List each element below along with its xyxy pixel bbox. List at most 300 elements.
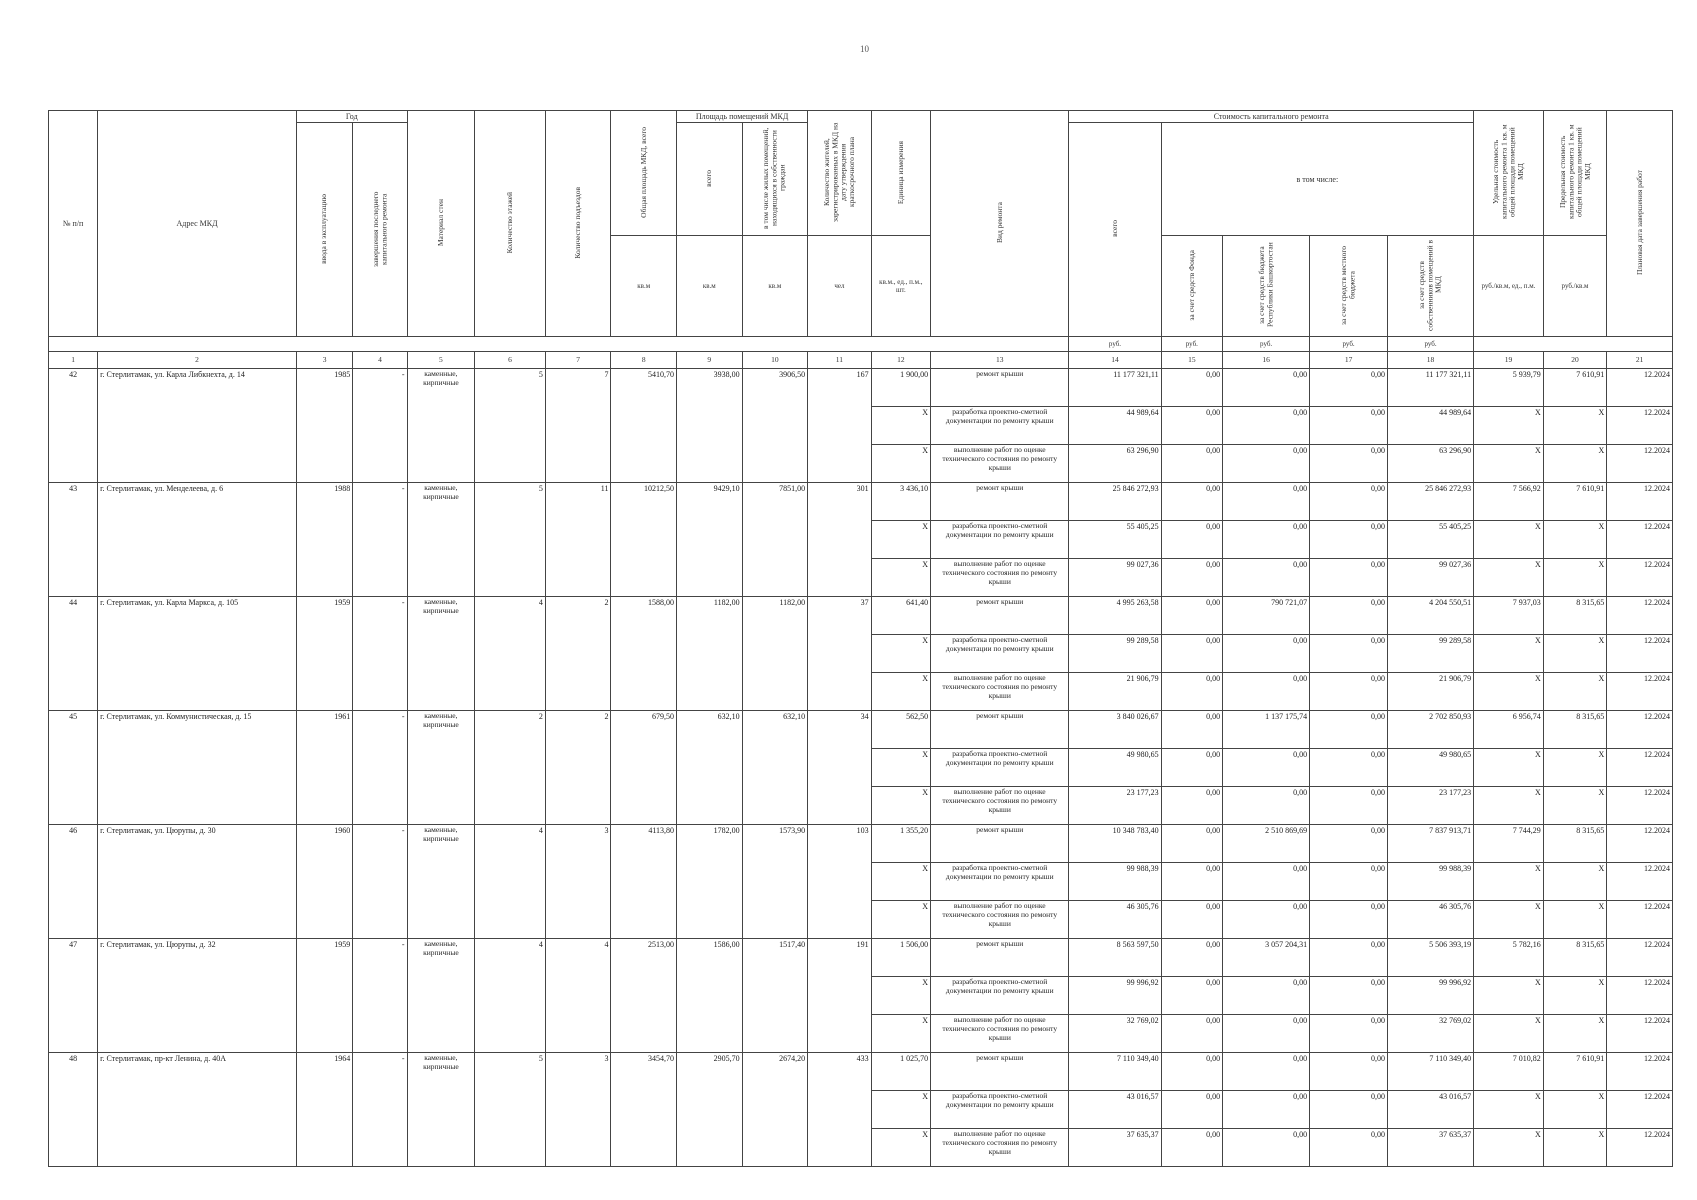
record-wall-material: каменные, кирпичные [407, 939, 475, 1053]
record-total-area: 1588,00 [611, 597, 677, 711]
work-cost-total: 63 296,90 [1069, 445, 1161, 483]
column-number: 19 [1474, 352, 1544, 369]
col-header-planned-date: Плановая дата завершения работ [1607, 111, 1673, 337]
work-measure: X [871, 407, 930, 445]
record-address: г. Стерлитамак, ул. Коммунистическая, д. 15 [98, 711, 297, 825]
work-type: выполнение работ по оценке технического состояния по ремонту крыши [931, 445, 1069, 483]
work-measure: 641,40 [871, 597, 930, 635]
work-limit-cost: 8 315,65 [1543, 825, 1607, 863]
record-address: г. Стерлитамак, пр-кт Ленина, д. 40А [98, 1053, 297, 1167]
work-cost-local: 0,00 [1310, 597, 1388, 635]
col-header-units-measure: Единица измерения [871, 111, 930, 236]
work-cost-republic: 0,00 [1223, 1091, 1310, 1129]
work-cost-fund: 0,00 [1161, 1129, 1222, 1167]
work-limit-cost: X [1543, 445, 1607, 483]
work-cost-local: 0,00 [1310, 749, 1388, 787]
work-unit-cost: 6 956,74 [1474, 711, 1544, 749]
col-header-address: Адрес МКД [98, 111, 297, 337]
work-type: выполнение работ по оценке технического состояния по ремонту крыши [931, 787, 1069, 825]
header-row-1 [49, 111, 1673, 123]
record-year-last-repair: - [353, 939, 407, 1053]
work-unit-cost: X [1474, 787, 1544, 825]
work-cost-owners: 99 289,58 [1388, 635, 1474, 673]
work-limit-cost: X [1543, 901, 1607, 939]
work-cost-local: 0,00 [1310, 863, 1388, 901]
col-header-no: № п/п [49, 111, 98, 337]
work-cost-republic: 0,00 [1223, 749, 1310, 787]
record-premises-total: 9429,10 [677, 483, 743, 597]
work-cost-total: 25 846 272,93 [1069, 483, 1161, 521]
work-cost-owners: 99 027,36 [1388, 559, 1474, 597]
record-address: г. Стерлитамак, ул. Карла Либкнехта, д. 14 [98, 369, 297, 483]
work-cost-owners: 43 016,57 [1388, 1091, 1474, 1129]
record-year-last-repair: - [353, 597, 407, 711]
work-cost-republic: 0,00 [1223, 1015, 1310, 1053]
record-year-commission: 1959 [296, 597, 352, 711]
record-year-last-repair: - [353, 369, 407, 483]
record-no: 48 [49, 1053, 98, 1167]
col-header-cost-including: в том числе: [1161, 123, 1474, 236]
table-row [49, 825, 1673, 863]
column-numbers-row [49, 352, 1673, 369]
col-header-cost-republic: за счет средств бюджета Республики Башкортостан [1223, 236, 1310, 337]
work-limit-cost: X [1543, 521, 1607, 559]
work-cost-fund: 0,00 [1161, 445, 1222, 483]
work-cost-total: 7 110 349,40 [1069, 1053, 1161, 1091]
column-number: 4 [353, 352, 407, 369]
column-number: 7 [545, 352, 611, 369]
work-type: разработка проектно-сметной документации по ремонту крыши [931, 749, 1069, 787]
work-cost-local: 0,00 [1310, 1091, 1388, 1129]
work-planned-date: 12.2024 [1607, 901, 1673, 939]
record-year-commission: 1960 [296, 825, 352, 939]
work-limit-cost: 8 315,65 [1543, 711, 1607, 749]
work-cost-fund: 0,00 [1161, 749, 1222, 787]
unit-premises-residents: кв.м [742, 236, 808, 337]
work-limit-cost: X [1543, 1129, 1607, 1167]
work-measure: 562,50 [871, 711, 930, 749]
work-planned-date: 12.2024 [1607, 407, 1673, 445]
column-number: 3 [296, 352, 352, 369]
work-unit-cost: X [1474, 1015, 1544, 1053]
work-unit-cost: X [1474, 445, 1544, 483]
work-type: ремонт крыши [931, 597, 1069, 635]
work-measure: X [871, 635, 930, 673]
record-year-commission: 1988 [296, 483, 352, 597]
record-entrances: 3 [545, 825, 611, 939]
work-cost-republic: 0,00 [1223, 901, 1310, 939]
work-planned-date: 12.2024 [1607, 483, 1673, 521]
column-number: 21 [1607, 352, 1673, 369]
work-limit-cost: X [1543, 1015, 1607, 1053]
work-cost-local: 0,00 [1310, 1015, 1388, 1053]
col-header-cost-fund: за счет средств Фонда [1161, 236, 1222, 337]
work-unit-cost: X [1474, 407, 1544, 445]
work-type: разработка проектно-сметной документации по ремонту крыши [931, 635, 1069, 673]
column-number: 2 [98, 352, 297, 369]
record-premises-residents: 2674,20 [742, 1053, 808, 1167]
work-cost-fund: 0,00 [1161, 787, 1222, 825]
work-cost-republic: 0,00 [1223, 369, 1310, 407]
col-header-premises-residents: в том числе жилых помещений, находящихся в собственности граждан [742, 123, 808, 236]
record-residents: 191 [808, 939, 872, 1053]
record-wall-material: каменные, кирпичные [407, 369, 475, 483]
work-cost-owners: 32 769,02 [1388, 1015, 1474, 1053]
work-type: разработка проектно-сметной документации по ремонту крыши [931, 407, 1069, 445]
record-total-area: 10212,50 [611, 483, 677, 597]
work-unit-cost: X [1474, 901, 1544, 939]
work-unit-cost: X [1474, 1129, 1544, 1167]
work-measure: 1 900,00 [871, 369, 930, 407]
work-planned-date: 12.2024 [1607, 749, 1673, 787]
work-cost-fund: 0,00 [1161, 635, 1222, 673]
work-planned-date: 12.2024 [1607, 1053, 1673, 1091]
work-limit-cost: X [1543, 863, 1607, 901]
col-header-wall-material: Материал стен [407, 111, 475, 337]
record-address: г. Стерлитамак, ул. Цюрупы, д. 32 [98, 939, 297, 1053]
work-planned-date: 12.2024 [1607, 787, 1673, 825]
work-planned-date: 12.2024 [1607, 673, 1673, 711]
record-floors: 2 [475, 711, 546, 825]
work-cost-owners: 7 110 349,40 [1388, 1053, 1474, 1091]
col-header-cost-owners: за счет средств собственников помещений в МКД [1388, 236, 1474, 337]
record-premises-residents: 7851,00 [742, 483, 808, 597]
work-cost-owners: 21 906,79 [1388, 673, 1474, 711]
work-type: выполнение работ по оценке технического состояния по ремонту крыши [931, 1015, 1069, 1053]
col-header-unit-cost: Удельная стоимость капитального ремонта 1 кв. м общей площади помещений МКД [1474, 111, 1544, 236]
work-cost-total: 11 177 321,11 [1069, 369, 1161, 407]
work-cost-fund: 0,00 [1161, 483, 1222, 521]
work-cost-owners: 25 846 272,93 [1388, 483, 1474, 521]
work-measure: X [871, 559, 930, 597]
work-cost-total: 3 840 026,67 [1069, 711, 1161, 749]
work-cost-fund: 0,00 [1161, 711, 1222, 749]
work-cost-local: 0,00 [1310, 1129, 1388, 1167]
col-header-premises-total: всего [677, 123, 743, 236]
work-cost-republic: 0,00 [1223, 559, 1310, 597]
unit-limit-cost: руб./кв.м [1543, 236, 1607, 337]
unit-cost-local: руб. [1310, 337, 1388, 352]
work-measure: X [871, 863, 930, 901]
work-cost-owners: 99 996,92 [1388, 977, 1474, 1015]
work-unit-cost: 5 782,16 [1474, 939, 1544, 977]
record-premises-residents: 1182,00 [742, 597, 808, 711]
work-type: ремонт крыши [931, 483, 1069, 521]
column-number: 12 [871, 352, 930, 369]
work-measure: X [871, 673, 930, 711]
work-cost-republic: 0,00 [1223, 863, 1310, 901]
work-cost-total: 37 635,37 [1069, 1129, 1161, 1167]
record-wall-material: каменные, кирпичные [407, 711, 475, 825]
record-entrances: 4 [545, 939, 611, 1053]
work-measure: X [871, 445, 930, 483]
record-premises-total: 2905,70 [677, 1053, 743, 1167]
work-cost-fund: 0,00 [1161, 521, 1222, 559]
unit-cost-owners: руб. [1388, 337, 1474, 352]
record-floors: 5 [475, 1053, 546, 1167]
work-limit-cost: 7 610,91 [1543, 369, 1607, 407]
units-spacer [49, 337, 1069, 352]
work-unit-cost: 7 744,29 [1474, 825, 1544, 863]
work-planned-date: 12.2024 [1607, 1015, 1673, 1053]
cost-units-row [49, 337, 1673, 352]
work-cost-fund: 0,00 [1161, 597, 1222, 635]
record-residents: 34 [808, 711, 872, 825]
work-limit-cost: X [1543, 407, 1607, 445]
work-cost-local: 0,00 [1310, 901, 1388, 939]
work-unit-cost: X [1474, 863, 1544, 901]
work-cost-local: 0,00 [1310, 787, 1388, 825]
work-unit-cost: X [1474, 977, 1544, 1015]
table-row [49, 369, 1673, 407]
record-premises-total: 1782,00 [677, 825, 743, 939]
work-limit-cost: X [1543, 635, 1607, 673]
column-number: 13 [931, 352, 1069, 369]
work-measure: X [871, 1091, 930, 1129]
record-year-commission: 1961 [296, 711, 352, 825]
record-premises-total: 1586,00 [677, 939, 743, 1053]
work-planned-date: 12.2024 [1607, 559, 1673, 597]
record-residents: 37 [808, 597, 872, 711]
work-cost-fund: 0,00 [1161, 977, 1222, 1015]
table-row [49, 939, 1673, 977]
work-measure: 1 355,20 [871, 825, 930, 863]
column-number: 9 [677, 352, 743, 369]
work-cost-fund: 0,00 [1161, 559, 1222, 597]
work-cost-local: 0,00 [1310, 407, 1388, 445]
record-total-area: 4113,80 [611, 825, 677, 939]
work-cost-republic: 1 137 175,74 [1223, 711, 1310, 749]
work-cost-total: 43 016,57 [1069, 1091, 1161, 1129]
record-entrances: 7 [545, 369, 611, 483]
record-residents: 167 [808, 369, 872, 483]
record-floors: 4 [475, 825, 546, 939]
work-cost-total: 99 027,36 [1069, 559, 1161, 597]
work-limit-cost: X [1543, 749, 1607, 787]
column-number: 11 [808, 352, 872, 369]
work-cost-fund: 0,00 [1161, 1015, 1222, 1053]
record-year-commission: 1985 [296, 369, 352, 483]
column-number: 18 [1388, 352, 1474, 369]
records-body [49, 369, 1673, 1167]
work-cost-owners: 5 506 393,19 [1388, 939, 1474, 977]
work-limit-cost: X [1543, 1091, 1607, 1129]
work-cost-republic: 0,00 [1223, 483, 1310, 521]
work-cost-owners: 37 635,37 [1388, 1129, 1474, 1167]
work-cost-total: 4 995 263,58 [1069, 597, 1161, 635]
record-entrances: 3 [545, 1053, 611, 1167]
work-cost-total: 46 305,76 [1069, 901, 1161, 939]
work-cost-owners: 49 980,65 [1388, 749, 1474, 787]
work-cost-local: 0,00 [1310, 977, 1388, 1015]
column-number: 8 [611, 352, 677, 369]
record-premises-total: 632,10 [677, 711, 743, 825]
col-header-limit-cost: Предельная стоимость капитального ремонта 1 кв. м общей площади помещений МКД [1543, 111, 1607, 236]
work-cost-total: 55 405,25 [1069, 521, 1161, 559]
work-cost-republic: 0,00 [1223, 407, 1310, 445]
record-residents: 433 [808, 1053, 872, 1167]
record-wall-material: каменные, кирпичные [407, 597, 475, 711]
col-header-year-last-repair: завершения последнего капитального ремонта [353, 123, 407, 337]
work-cost-fund: 0,00 [1161, 939, 1222, 977]
work-cost-republic: 0,00 [1223, 977, 1310, 1015]
work-cost-local: 0,00 [1310, 369, 1388, 407]
unit-cost-total: руб. [1069, 337, 1161, 352]
work-planned-date: 12.2024 [1607, 1129, 1673, 1167]
record-no: 43 [49, 483, 98, 597]
record-premises-residents: 1573,90 [742, 825, 808, 939]
work-type: разработка проектно-сметной документации по ремонту крыши [931, 977, 1069, 1015]
work-measure: X [871, 901, 930, 939]
work-cost-total: 99 289,58 [1069, 635, 1161, 673]
work-unit-cost: 7 010,82 [1474, 1053, 1544, 1091]
col-header-work-type: Вид ремонта [931, 111, 1069, 337]
col-header-year-group: Год [296, 111, 407, 123]
work-cost-owners: 55 405,25 [1388, 521, 1474, 559]
work-measure: X [871, 1129, 930, 1167]
work-type: выполнение работ по оценке технического состояния по ремонту крыши [931, 673, 1069, 711]
work-cost-republic: 0,00 [1223, 787, 1310, 825]
work-unit-cost: 7 937,03 [1474, 597, 1544, 635]
work-cost-republic: 0,00 [1223, 1129, 1310, 1167]
work-limit-cost: 7 610,91 [1543, 1053, 1607, 1091]
work-measure: X [871, 1015, 930, 1053]
unit-cost-fund: руб. [1161, 337, 1222, 352]
record-year-commission: 1959 [296, 939, 352, 1053]
unit-total-area: кв.м [611, 236, 677, 337]
record-premises-residents: 3906,50 [742, 369, 808, 483]
unit-cost-republic: руб. [1223, 337, 1310, 352]
work-planned-date: 12.2024 [1607, 521, 1673, 559]
table-row [49, 1053, 1673, 1091]
work-unit-cost: X [1474, 521, 1544, 559]
column-number: 14 [1069, 352, 1161, 369]
work-unit-cost: X [1474, 749, 1544, 787]
work-type: ремонт крыши [931, 939, 1069, 977]
work-planned-date: 12.2024 [1607, 863, 1673, 901]
work-cost-total: 10 348 783,40 [1069, 825, 1161, 863]
record-residents: 103 [808, 825, 872, 939]
work-cost-local: 0,00 [1310, 825, 1388, 863]
record-wall-material: каменные, кирпичные [407, 1053, 475, 1167]
record-year-last-repair: - [353, 825, 407, 939]
record-no: 45 [49, 711, 98, 825]
record-year-last-repair: - [353, 711, 407, 825]
col-header-floors: Количество этажей [475, 111, 546, 337]
work-measure: X [871, 787, 930, 825]
work-cost-total: 8 563 597,50 [1069, 939, 1161, 977]
table-row [49, 483, 1673, 521]
record-total-area: 679,50 [611, 711, 677, 825]
work-unit-cost: X [1474, 635, 1544, 673]
record-address: г. Стерлитамак, ул. Цюрупы, д. 30 [98, 825, 297, 939]
record-wall-material: каменные, кирпичные [407, 825, 475, 939]
record-no: 42 [49, 369, 98, 483]
work-measure: X [871, 977, 930, 1015]
work-type: выполнение работ по оценке технического состояния по ремонту крыши [931, 1129, 1069, 1167]
column-number: 17 [1310, 352, 1388, 369]
work-cost-republic: 790 721,07 [1223, 597, 1310, 635]
record-premises-total: 1182,00 [677, 597, 743, 711]
work-measure: X [871, 749, 930, 787]
page-number: 10 [860, 44, 869, 54]
work-unit-cost: 5 939,79 [1474, 369, 1544, 407]
work-planned-date: 12.2024 [1607, 977, 1673, 1015]
work-cost-total: 99 996,92 [1069, 977, 1161, 1015]
work-cost-owners: 23 177,23 [1388, 787, 1474, 825]
work-cost-local: 0,00 [1310, 483, 1388, 521]
column-number: 20 [1543, 352, 1607, 369]
work-limit-cost: 7 610,91 [1543, 483, 1607, 521]
work-planned-date: 12.2024 [1607, 825, 1673, 863]
col-header-cost-group: Стоимость капитального ремонта [1069, 111, 1474, 123]
col-header-residents: Количество жителей, зарегистрированных в МКД на дату утверждения краткосрочного плана [808, 111, 872, 236]
work-cost-owners: 46 305,76 [1388, 901, 1474, 939]
work-planned-date: 12.2024 [1607, 711, 1673, 749]
work-cost-owners: 99 988,39 [1388, 863, 1474, 901]
work-cost-republic: 3 057 204,31 [1223, 939, 1310, 977]
record-floors: 4 [475, 939, 546, 1053]
work-type: выполнение работ по оценке технического состояния по ремонту крыши [931, 901, 1069, 939]
work-cost-owners: 4 204 550,51 [1388, 597, 1474, 635]
work-type: разработка проектно-сметной документации по ремонту крыши [931, 521, 1069, 559]
work-cost-fund: 0,00 [1161, 1091, 1222, 1129]
work-cost-total: 44 989,64 [1069, 407, 1161, 445]
work-cost-local: 0,00 [1310, 559, 1388, 597]
work-cost-local: 0,00 [1310, 939, 1388, 977]
record-year-last-repair: - [353, 1053, 407, 1167]
record-floors: 4 [475, 597, 546, 711]
work-cost-fund: 0,00 [1161, 369, 1222, 407]
work-cost-fund: 0,00 [1161, 825, 1222, 863]
work-type: ремонт крыши [931, 711, 1069, 749]
unit-residents: чел [808, 236, 872, 337]
work-cost-owners: 2 702 850,93 [1388, 711, 1474, 749]
work-measure: 3 436,10 [871, 483, 930, 521]
work-planned-date: 12.2024 [1607, 445, 1673, 483]
work-cost-republic: 0,00 [1223, 521, 1310, 559]
work-type: ремонт крыши [931, 1053, 1069, 1091]
work-cost-republic: 0,00 [1223, 673, 1310, 711]
column-number: 16 [1223, 352, 1310, 369]
work-cost-republic: 2 510 869,69 [1223, 825, 1310, 863]
work-planned-date: 12.2024 [1607, 939, 1673, 977]
work-cost-republic: 0,00 [1223, 635, 1310, 673]
work-cost-total: 21 906,79 [1069, 673, 1161, 711]
work-cost-local: 0,00 [1310, 635, 1388, 673]
record-total-area: 2513,00 [611, 939, 677, 1053]
column-number: 5 [407, 352, 475, 369]
work-cost-owners: 11 177 321,11 [1388, 369, 1474, 407]
work-cost-owners: 63 296,90 [1388, 445, 1474, 483]
record-year-last-repair: - [353, 483, 407, 597]
record-address: г. Стерлитамак, ул. Менделеева, д. 6 [98, 483, 297, 597]
col-header-year-commission: ввода в эксплуатацию [296, 123, 352, 337]
table-row [49, 597, 1673, 635]
record-total-area: 5410,70 [611, 369, 677, 483]
col-header-cost-total: всего [1069, 123, 1161, 337]
work-cost-owners: 44 989,64 [1388, 407, 1474, 445]
column-number: 15 [1161, 352, 1222, 369]
work-limit-cost: X [1543, 559, 1607, 597]
record-premises-residents: 632,10 [742, 711, 808, 825]
table-row [49, 711, 1673, 749]
unit-premises-total: кв.м [677, 236, 743, 337]
record-entrances: 11 [545, 483, 611, 597]
work-cost-republic: 0,00 [1223, 1053, 1310, 1091]
work-planned-date: 12.2024 [1607, 635, 1673, 673]
work-type: разработка проектно-сметной документации по ремонту крыши [931, 863, 1069, 901]
